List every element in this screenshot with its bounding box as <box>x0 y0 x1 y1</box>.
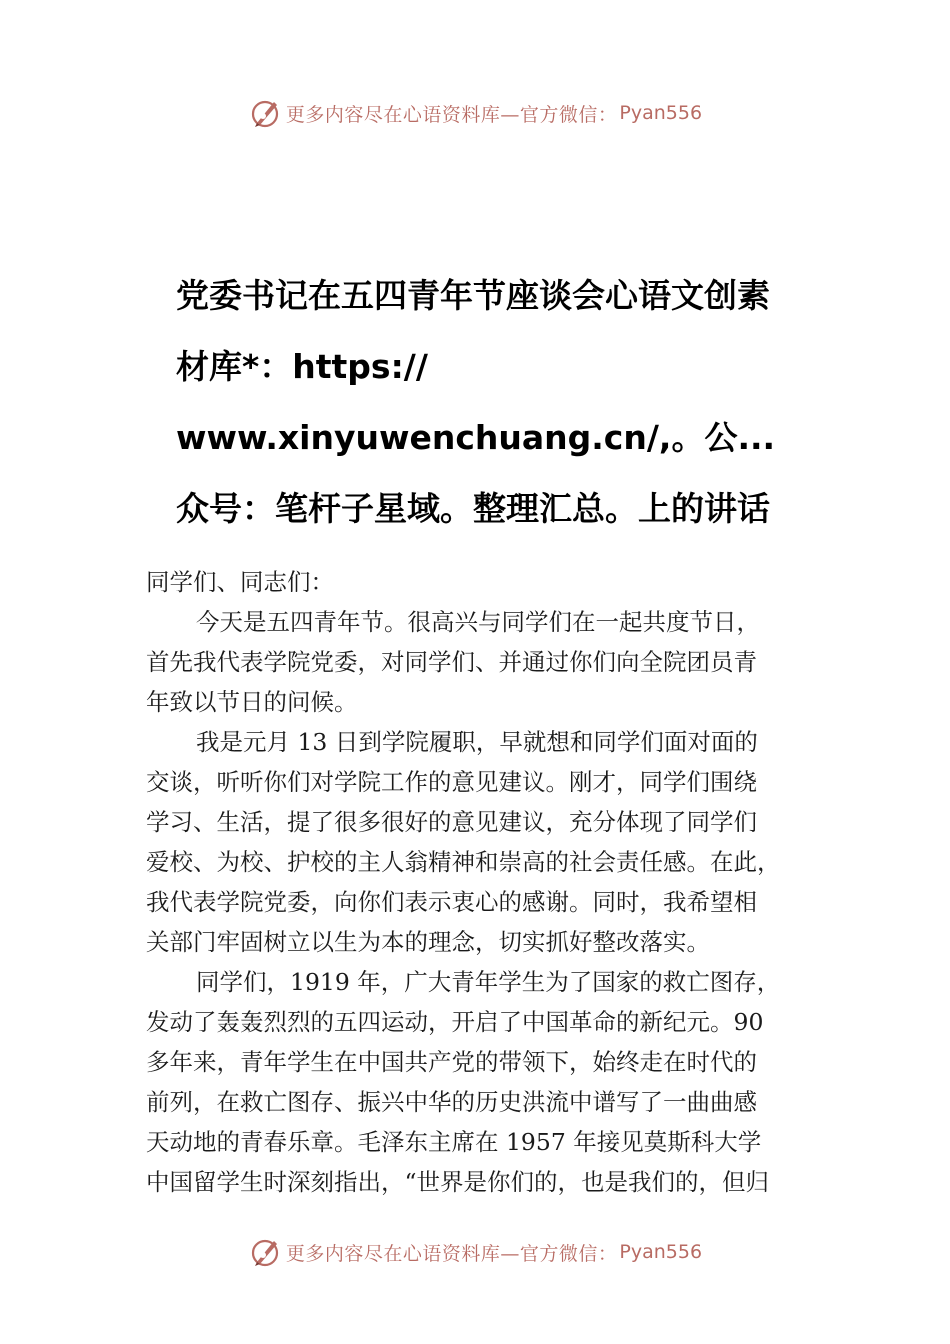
paragraph-line: 发动了轰轰烈烈的五四运动，开启了中国革命的新纪元。90 <box>146 1008 764 1036</box>
salutation: 同学们、同志们： <box>146 568 334 596</box>
paragraph-line: 年致以节日的问候。 <box>146 688 358 716</box>
header-banner <box>0 93 950 133</box>
title-line: www.xinyuwenchuang.cn/,。公... <box>176 418 776 457</box>
banner-text: 更多内容尽在心语资料库—官方微信： <box>285 103 618 126</box>
document-body <box>146 562 810 1202</box>
paragraph-line: 中国留学生时深刻指出，“世界是你们的，也是我们的，但归 <box>146 1168 770 1196</box>
paragraph-line: 我是元月 13 日到学院履职，早就想和同学们面对面的 <box>196 728 758 756</box>
paragraph-line: 学习、生活，提了很多很好的意见建议，充分体现了同学们 <box>146 808 757 836</box>
paragraph-line: 同学们，1919 年，广大青年学生为了国家的救亡图存， <box>196 968 781 996</box>
paragraph-line: 前列，在救亡图存、振兴中华的历史洪流中谱写了一曲曲感 <box>146 1088 757 1116</box>
paragraph-line: 我代表学院党委，向你们表示衷心的感谢。同时，我希望相 <box>146 888 757 916</box>
title-line: 众号：笔杆子星域。整理汇总。上的讲话 <box>176 489 770 528</box>
banner-wechat-id: Pyan556 <box>619 1241 703 1263</box>
paragraph-line: 首先我代表学院党委，对同学们、并通过你们向全院团员青 <box>146 648 757 676</box>
footer-banner <box>0 1232 950 1272</box>
document-title <box>176 260 816 544</box>
title-line: 党委书记在五四青年节座谈会心语文创素 <box>176 276 770 315</box>
paragraph-line: 天动地的青春乐章。毛泽东主席在 1957 年接见莫斯科大学 <box>146 1128 762 1156</box>
paragraph-line: 爱校、为校、护校的主人翁精神和崇高的社会责任感。在此， <box>146 848 781 876</box>
pen-circle-logo-icon <box>248 1235 282 1269</box>
paragraph-line: 关部门牢固树立以生为本的理念，切实抓好整改落实。 <box>146 928 710 956</box>
banner-text: 更多内容尽在心语资料库—官方微信： <box>285 1242 618 1265</box>
banner-wechat-id: Pyan556 <box>619 102 703 124</box>
paragraph-line: 交谈，听听你们对学院工作的意见建议。刚才，同学们围绕 <box>146 768 757 796</box>
paragraph-line: 今天是五四青年节。很高兴与同学们在一起共度节日， <box>196 608 760 636</box>
paragraph-line: 多年来，青年学生在中国共产党的带领下，始终走在时代的 <box>146 1048 757 1076</box>
pen-circle-logo-icon <box>248 96 282 130</box>
title-line: 材库*：https:// <box>176 347 428 386</box>
